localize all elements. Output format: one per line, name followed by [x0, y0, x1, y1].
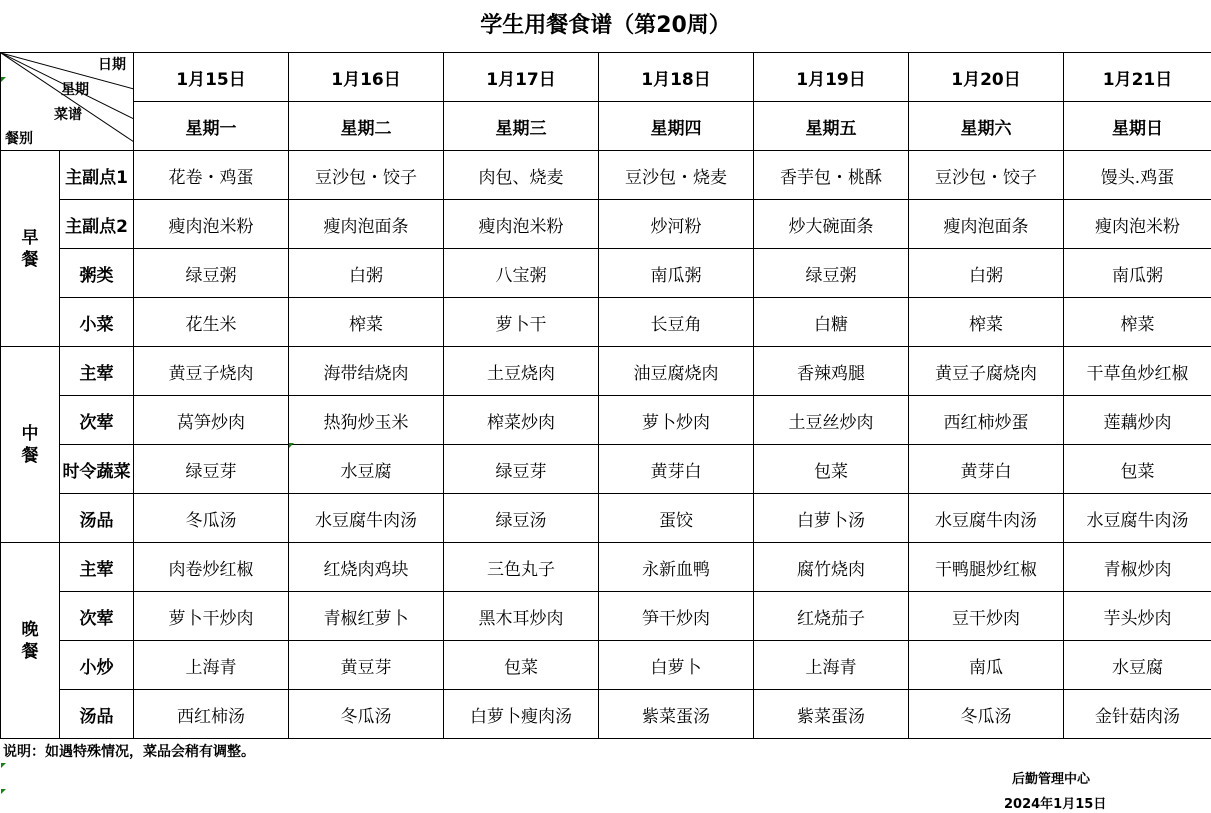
meal-label-char: 早	[21, 227, 39, 248]
dish-cell: 莴笋炒肉	[134, 396, 289, 445]
footnote: 说明：如遇特殊情况，菜品会稍有调整。	[3, 744, 255, 760]
dish-cell: 西红柿炒蛋	[909, 396, 1064, 445]
weekday-header-cell: 星期四	[599, 102, 754, 151]
meal-label-char: 餐	[21, 249, 39, 270]
dish-cell: 干鸭腿炒红椒	[909, 543, 1064, 592]
dish-cell: 黑木耳炒肉	[444, 592, 599, 641]
dish-cell: 萝卜干炒肉	[134, 592, 289, 641]
category-cell: 主副点2	[60, 200, 134, 249]
dish-cell: 热狗炒玉米	[289, 396, 444, 445]
dish-cell: 冬瓜汤	[909, 690, 1064, 739]
dish-cell: 豆干炒肉	[909, 592, 1064, 641]
corner-label-dish: 菜谱	[54, 107, 82, 123]
dish-cell: 芋头炒肉	[1064, 592, 1211, 641]
meal-label-cell	[1, 151, 60, 347]
dish-cell: 水豆腐牛肉汤	[909, 494, 1064, 543]
category-cell: 小炒	[60, 641, 134, 690]
menu-row	[1, 249, 1211, 298]
dish-cell: 包菜	[754, 445, 909, 494]
menu-row	[1, 592, 1211, 641]
dish-cell: 炒大碗面条	[754, 200, 909, 249]
dish-cell: 豆沙包・饺子	[909, 151, 1064, 200]
dish-cell: 长豆角	[599, 298, 754, 347]
category-cell: 主荤	[60, 543, 134, 592]
dish-cell: 绿豆粥	[134, 249, 289, 298]
dish-cell: 土豆丝炒肉	[754, 396, 909, 445]
dish-cell: 绿豆芽	[444, 445, 599, 494]
dish-cell: 水豆腐	[289, 445, 444, 494]
weekday-header-cell: 星期三	[444, 102, 599, 151]
dish-cell: 豆沙包・烧麦	[599, 151, 754, 200]
cell-comment-marker	[289, 443, 294, 448]
meal-label-char: 晚	[21, 619, 39, 640]
menu-row	[1, 445, 1211, 494]
dish-cell: 紫菜蛋汤	[599, 690, 754, 739]
weekday-header-cell: 星期一	[134, 102, 289, 151]
dish-cell: 瘦肉泡米粉	[134, 200, 289, 249]
menu-row	[1, 641, 1211, 690]
dish-cell: 绿豆芽	[134, 445, 289, 494]
weekday-header-cell: 星期日	[1064, 102, 1211, 151]
date-header-cell: 1月21日	[1064, 53, 1211, 102]
dish-cell: 榨菜	[1064, 298, 1211, 347]
dish-cell: 黄豆子腐烧肉	[909, 347, 1064, 396]
date-header-cell: 1月17日	[444, 53, 599, 102]
category-cell: 粥类	[60, 249, 134, 298]
dish-cell: 土豆烧肉	[444, 347, 599, 396]
dish-cell: 永新血鸭	[599, 543, 754, 592]
dish-cell: 包菜	[1064, 445, 1211, 494]
menu-row	[1, 494, 1211, 543]
dish-cell: 白萝卜汤	[754, 494, 909, 543]
dish-cell: 水豆腐	[1064, 641, 1211, 690]
dish-cell: 黄芽白	[599, 445, 754, 494]
dish-cell: 黄芽白	[909, 445, 1064, 494]
dish-cell: 白粥	[909, 249, 1064, 298]
dish-cell: 南瓜粥	[1064, 249, 1211, 298]
dish-cell: 南瓜粥	[599, 249, 754, 298]
corner-label-meal: 餐别	[5, 131, 33, 147]
dish-cell: 蛋饺	[599, 494, 754, 543]
dish-cell: 绿豆汤	[444, 494, 599, 543]
meal-label-cell	[1, 543, 60, 739]
dish-cell: 花生米	[134, 298, 289, 347]
signature-department: 后勤管理中心	[1012, 772, 1091, 787]
dish-cell: 腐竹烧肉	[754, 543, 909, 592]
dish-cell: 青椒红萝卜	[289, 592, 444, 641]
dish-cell: 水豆腐牛肉汤	[289, 494, 444, 543]
dish-cell: 包菜	[444, 641, 599, 690]
category-cell: 时令蔬菜	[60, 445, 134, 494]
dish-cell: 油豆腐烧肉	[599, 347, 754, 396]
dish-cell: 肉卷炒红椒	[134, 543, 289, 592]
dish-cell: 冬瓜汤	[289, 690, 444, 739]
category-cell: 汤品	[60, 690, 134, 739]
meal-label-char: 餐	[21, 641, 39, 662]
dish-cell: 南瓜	[909, 641, 1064, 690]
dish-cell: 八宝粥	[444, 249, 599, 298]
category-cell: 次荤	[60, 592, 134, 641]
meal-label-char: 中	[21, 423, 39, 444]
category-cell: 主副点1	[60, 151, 134, 200]
date-header-cell: 1月18日	[599, 53, 754, 102]
dish-cell: 紫菜蛋汤	[754, 690, 909, 739]
dish-cell: 白萝卜瘦肉汤	[444, 690, 599, 739]
cell-comment-marker	[1, 77, 6, 82]
dish-cell: 萝卜炒肉	[599, 396, 754, 445]
dish-cell: 绿豆粥	[754, 249, 909, 298]
dish-cell: 花卷・鸡蛋	[134, 151, 289, 200]
dish-cell: 上海青	[134, 641, 289, 690]
dish-cell: 瘦肉泡米粉	[444, 200, 599, 249]
dish-cell: 榨菜	[289, 298, 444, 347]
dish-cell: 黄豆子烧肉	[134, 347, 289, 396]
dish-cell: 榨菜	[909, 298, 1064, 347]
date-header-cell: 1月20日	[909, 53, 1064, 102]
dish-cell: 瘦肉泡米粉	[1064, 200, 1211, 249]
weekday-header-cell: 星期五	[754, 102, 909, 151]
dish-cell: 青椒炒肉	[1064, 543, 1211, 592]
dish-cell: 红烧茄子	[754, 592, 909, 641]
dish-cell: 榨菜炒肉	[444, 396, 599, 445]
menu-row	[1, 298, 1211, 347]
menu-row	[1, 690, 1211, 739]
dish-cell: 莲藕炒肉	[1064, 396, 1211, 445]
menu-row	[1, 200, 1211, 249]
corner-label-weekday: 星期	[61, 82, 89, 98]
dish-cell: 笋干炒肉	[599, 592, 754, 641]
weekday-header-cell: 星期二	[289, 102, 444, 151]
menu-row	[1, 543, 1211, 592]
weekday-header-cell: 星期六	[909, 102, 1064, 151]
corner-label-date: 日期	[98, 57, 126, 73]
dish-cell: 白糖	[754, 298, 909, 347]
menu-row	[1, 347, 1211, 396]
dish-cell: 红烧肉鸡块	[289, 543, 444, 592]
dish-cell: 肉包、烧麦	[444, 151, 599, 200]
dish-cell: 白粥	[289, 249, 444, 298]
dish-cell: 上海青	[754, 641, 909, 690]
dish-cell: 海带结烧肉	[289, 347, 444, 396]
meal-label-char: 餐	[21, 445, 39, 466]
meal-label-cell	[1, 347, 60, 543]
signature-date: 2024年1月15日	[1004, 797, 1107, 812]
dish-cell: 西红柿汤	[134, 690, 289, 739]
dish-cell: 冬瓜汤	[134, 494, 289, 543]
dish-cell: 黄豆芽	[289, 641, 444, 690]
corner-header-cell	[1, 53, 134, 151]
menu-row	[1, 396, 1211, 445]
dish-cell: 三色丸子	[444, 543, 599, 592]
category-cell: 小菜	[60, 298, 134, 347]
dish-cell: 白萝卜	[599, 641, 754, 690]
dish-cell: 豆沙包・饺子	[289, 151, 444, 200]
date-header-cell: 1月19日	[754, 53, 909, 102]
dish-cell: 炒河粉	[599, 200, 754, 249]
category-cell: 次荤	[60, 396, 134, 445]
dish-cell: 香辣鸡腿	[754, 347, 909, 396]
cell-comment-marker	[1, 763, 6, 768]
dish-cell: 金针菇肉汤	[1064, 690, 1211, 739]
category-cell: 主荤	[60, 347, 134, 396]
dish-cell: 馒头.鸡蛋	[1064, 151, 1211, 200]
dish-cell: 瘦肉泡面条	[289, 200, 444, 249]
category-cell: 汤品	[60, 494, 134, 543]
dish-cell: 水豆腐牛肉汤	[1064, 494, 1211, 543]
menu-table	[0, 52, 1211, 739]
date-header-cell: 1月15日	[134, 53, 289, 102]
menu-row	[1, 151, 1211, 200]
dish-cell: 瘦肉泡面条	[909, 200, 1064, 249]
dish-cell: 香芋包・桃酥	[754, 151, 909, 200]
dish-cell: 萝卜干	[444, 298, 599, 347]
date-header-cell: 1月16日	[289, 53, 444, 102]
cell-comment-marker	[1, 789, 6, 794]
page-title: 学生用餐食谱（第20周）	[480, 13, 731, 38]
dish-cell: 干草鱼炒红椒	[1064, 347, 1211, 396]
